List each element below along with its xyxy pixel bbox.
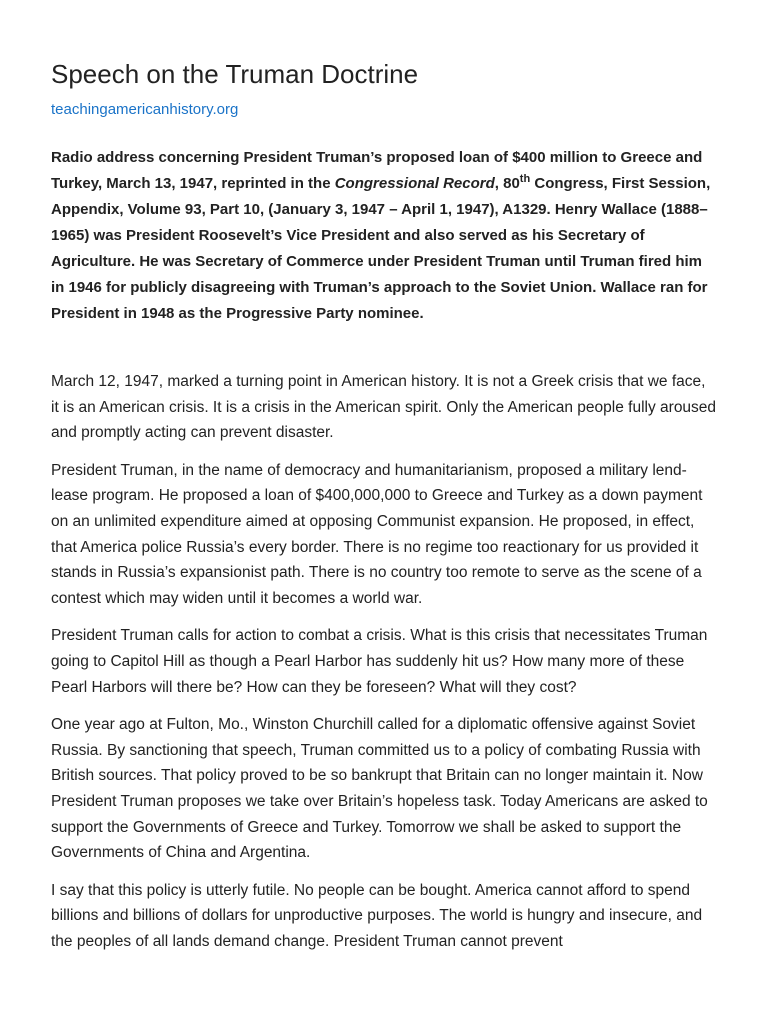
intro-paragraph bbox=[51, 145, 717, 327]
page-title: Speech on the Truman Doctrine bbox=[51, 59, 419, 89]
speech-paragraph-1: March 12, 1947, marked a turning point in American history. It is not a Greek crisis that we face, it is an American crisis. It is a crisis in the American spirit. Only the American people fully aroused and promptly acting can prevent disaster. bbox=[51, 373, 717, 442]
speech-body bbox=[51, 369, 717, 954]
speech-paragraph-5: I say that this policy is utterly futile. No people can be bought. America cannot afford to spend billions and billions of dollars for unproductive purposes. The world is hungry and insecure, and the peoples of all lands demand change. President Truman cannot prevent bbox=[51, 881, 703, 950]
congressional-record-title: Congressional Record bbox=[334, 175, 495, 192]
source-link[interactable]: teachingamericanhistory.org bbox=[51, 101, 239, 118]
speech-paragraph-3: President Truman calls for action to combat a crisis. What is this crisis that necessitates Truman going to Capitol Hill as though a Pearl Harbor has suddenly hit us? How many more of these Pearl Harbors will there be? How can they be foreseen? What will they cost? bbox=[51, 627, 708, 696]
intro-text-part2: , 80 bbox=[494, 175, 520, 192]
ordinal-suffix: th bbox=[519, 173, 531, 185]
speech-paragraph-2: President Truman, in the name of democracy and humanitarianism, proposed a military lend-lease program. He proposed a loan of $400,000,000 to Greece and Turkey as a down payment on an unlimited expenditure aimed at opposing Communist expansion. He proposed, in effect, that America police Russia’s every border. There is no regime too reactionary for us provided it stands in Russia’s expansionist path. There is no country too remote to serve as the scene of a contest which may widen until it becomes a world war. bbox=[51, 461, 703, 607]
intro-text-part3: Congress, First Session, Appendix, Volume 93, Part 10, (January 3, 1947 – April 1, 1947), A1329. Henry Wallace (1888–1965) was President Roosevelt’s Vice President and also served as his Secretary of Agriculture. He was Secretary of Commerce under President Truman until Truman fired him in 1946 for publicly disagreeing with Truman’s approach to the Soviet Union. Wallace ran for President in 1948 as the Progressive Party nominee. bbox=[51, 175, 711, 322]
intro-text-part1: Radio address concerning President Truman’s proposed loan of $400 million to Greece and Turkey, March 13, 1947, reprinted in the bbox=[51, 149, 703, 192]
speech-paragraph-4: One year ago at Fulton, Mo., Winston Churchill called for a diplomatic offensive against Soviet Russia. By sanctioning that speech, Truman committed us to a policy of combating Russia with British sources. That policy proved to be so bankrupt that Britain can no longer maintain it. Now President Truman proposes we take over Britain’s hopeless task. Today Americans are asked to support the Governments of Greece and Turkey. Tomorrow we shall be asked to support the Governments of China and Argentina. bbox=[51, 716, 708, 862]
